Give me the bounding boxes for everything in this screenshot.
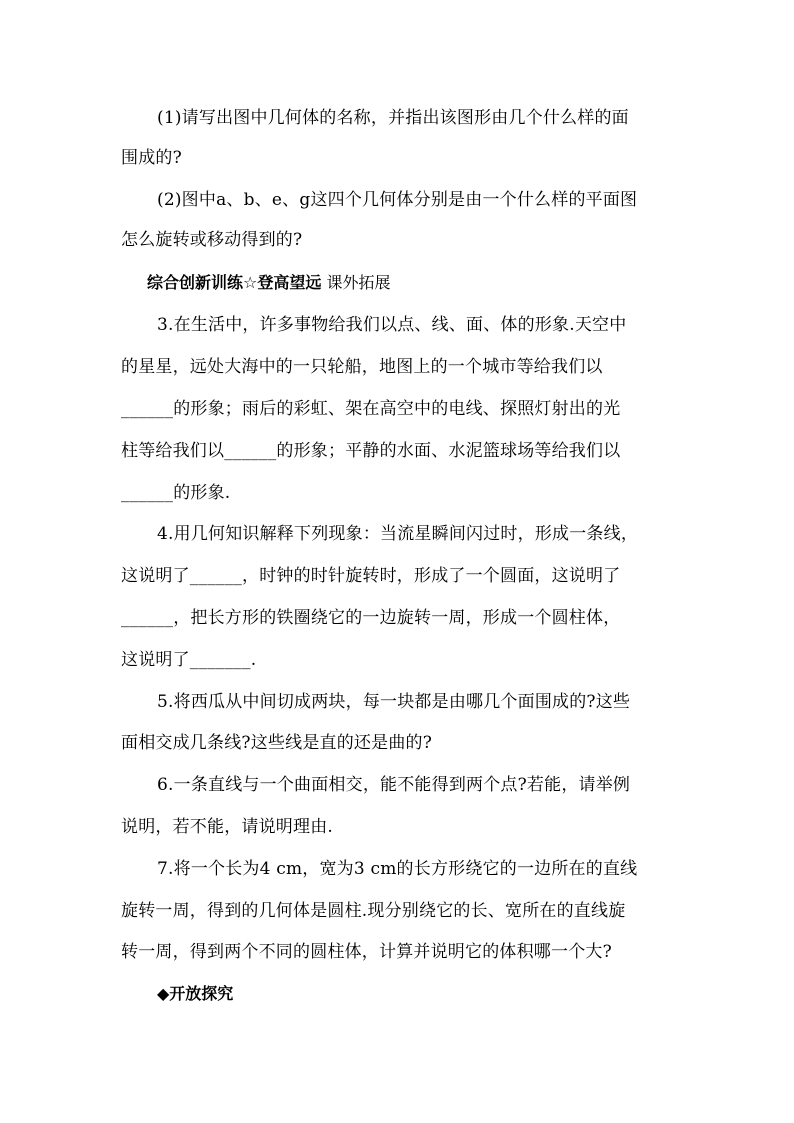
problem-4-line-3: ______，把长方形的铁圈绕它的一边旋转一周，形成一个圆柱体， — [121, 608, 621, 628]
section-heading-normal: 课外拓展 — [321, 273, 391, 292]
problem-3-line-4: 柱等给我们以______的形象；平静的水面、水泥篮球场等给我们以 — [121, 441, 621, 461]
open-explore-heading: ◆开放探究 — [157, 984, 234, 1003]
question-1-line-1: (1)请写出图中几何体的名称，并指出该图形由几个什么样的面 — [157, 108, 629, 128]
problem-5-line-1: 5.将西瓜从中间切成两块，每一块都是由哪几个面围成的?这些 — [157, 692, 631, 712]
question-2-line-1: (2)图中a、b、e、g这四个几何体分别是由一个什么样的平面图 — [157, 190, 638, 210]
problem-3-line-5: ______的形象. — [121, 483, 231, 503]
problem-4-line-1: 4.用几何知识解释下列现象：当流星瞬间闪过时，形成一条线， — [157, 524, 639, 544]
section-heading — [147, 273, 390, 293]
problem-6-line-2: 说明，若不能，请说明理由. — [121, 817, 334, 837]
section-heading-bold: 综合创新训练☆登高望远 — [147, 273, 322, 292]
problem-3-line-1: 3.在生活中，许多事物给我们以点、线、面、体的形象.天空中 — [157, 315, 627, 335]
problem-3-line-3: ______的形象；雨后的彩虹、架在高空中的电线、探照灯射出的光 — [121, 399, 621, 419]
problem-4-line-2: 这说明了______，时钟的时针旋转时，形成了一个圆面，这说明了 — [121, 566, 621, 586]
problem-5-line-2: 面相交成几条线?这些线是直的还是曲的? — [121, 733, 433, 753]
problem-7-line-2: 旋转一周，得到的几何体是圆柱.现分别绕它的长、宽所在的直线旋 — [121, 901, 626, 921]
problem-7-line-3: 转一周，得到两个不同的圆柱体，计算并说明它的体积哪一个大? — [121, 942, 612, 962]
problem-7-line-1: 7.将一个长为4 cm，宽为3 cm的长方形绕它的一边所在的直线 — [157, 859, 638, 879]
problem-6-line-1: 6.一条直线与一个曲面相交，能不能得到两个点?若能，请举例 — [157, 775, 631, 795]
question-2-line-2: 怎么旋转或移动得到的? — [121, 230, 303, 250]
problem-4-line-4: 这说明了_______. — [121, 650, 257, 670]
question-1-line-2: 围成的? — [121, 148, 182, 168]
problem-3-line-2: 的星星，远处大海中的一只轮船，地图上的一个城市等给我们以 — [121, 357, 603, 377]
